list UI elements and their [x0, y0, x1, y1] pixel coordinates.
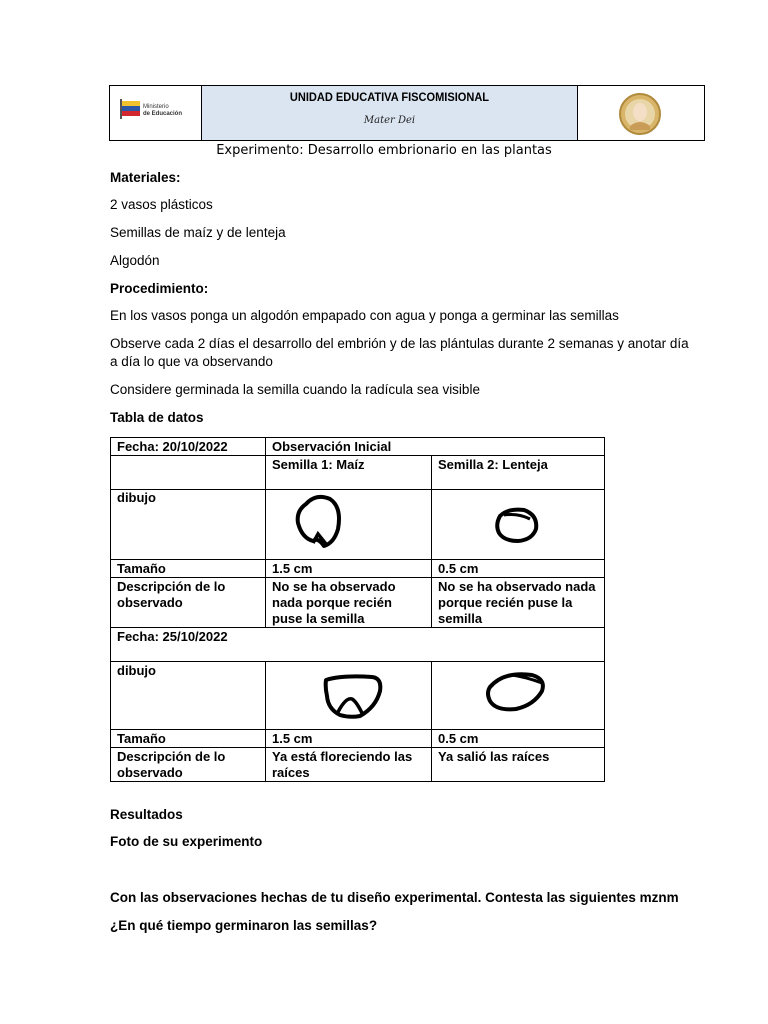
- description-label: Descripción de lo observado: [111, 748, 266, 782]
- procedure-step-continued: a día lo que va observando: [110, 354, 273, 369]
- corn-seed-drawing: [272, 491, 422, 555]
- table-heading: Tabla de datos: [110, 410, 204, 425]
- seed2-heading: Semilla 2: Lenteja: [432, 456, 605, 490]
- size-value: 0.5 cm: [432, 560, 605, 578]
- school-emblem-cell: [578, 86, 704, 140]
- size-label: Tamaño: [111, 560, 266, 578]
- table-row: [111, 578, 605, 628]
- table-row: [111, 490, 605, 560]
- size-value: 0.5 cm: [432, 730, 605, 748]
- procedure-step: Observe cada 2 días el desarrollo del embrión y de las plántulas durante 2 semanas y anotar día: [110, 336, 689, 351]
- materials-heading: Materiales:: [110, 170, 181, 185]
- institution-name: UNIDAD EDUCATIVA FISCOMISIONAL: [289, 90, 490, 104]
- description-value: Ya está floreciendo las raíces: [266, 748, 432, 782]
- size-value: 1.5 cm: [266, 730, 432, 748]
- material-item: Algodón: [110, 253, 160, 268]
- school-motto: Mater Dei: [363, 115, 416, 126]
- lentil-sprout-drawing: [438, 663, 598, 725]
- ministry-logo-cell: [110, 86, 202, 140]
- header-title-cell: [202, 86, 578, 140]
- page-title: Experimento: Desarrollo embrionario en las plantas: [216, 143, 552, 158]
- virgin-emblem-icon: [618, 92, 662, 136]
- date-cell: Fecha: 20/10/2022: [111, 438, 266, 456]
- drawing-cell: [432, 490, 605, 560]
- material-item: Semillas de maíz y de lenteja: [110, 225, 286, 240]
- ministry-logo-text: Ministerio de Educación: [143, 104, 183, 117]
- table-row: [111, 748, 605, 782]
- lentil-seed-drawing: [438, 491, 598, 555]
- procedure-step: Considere germinada la semilla cuando la radícula sea visible: [110, 382, 480, 397]
- size-label: Tamaño: [111, 730, 266, 748]
- question-text: ¿En qué tiempo germinaron las semillas?: [110, 918, 378, 933]
- procedure-step: En los vasos ponga un algodón empapado con agua y ponga a germinar las semillas: [110, 308, 619, 323]
- drawing-cell: [266, 490, 432, 560]
- drawing-label: dibujo: [111, 490, 266, 560]
- data-table: [110, 437, 605, 782]
- ministry-logo-icon: [118, 99, 142, 119]
- drawing-label: dibujo: [111, 662, 266, 730]
- table-row: [111, 560, 605, 578]
- table-row: [111, 730, 605, 748]
- seed1-heading: Semilla 1: Maíz: [266, 456, 432, 490]
- table-row: [111, 662, 605, 730]
- table-row: [111, 438, 605, 456]
- description-value: No se ha observado nada porque recién puse la semilla: [432, 578, 605, 628]
- header-table: [109, 85, 705, 141]
- procedure-heading: Procedimiento:: [110, 281, 209, 296]
- table-row: [111, 628, 605, 662]
- photo-label: Foto de su experimento: [110, 834, 263, 849]
- material-item: 2 vasos plásticos: [110, 197, 213, 212]
- description-label: Descripción de lo observado: [111, 578, 266, 628]
- date-cell: Fecha: 25/10/2022: [111, 628, 605, 662]
- corn-sprout-drawing: [272, 663, 422, 725]
- table-row: [111, 456, 605, 490]
- description-value: Ya salió las raíces: [432, 748, 605, 782]
- instructions-text: Con las observaciones hechas de tu diseño experimental. Contesta las siguientes mznm: [110, 890, 679, 905]
- description-value: No se ha observado nada porque recién puse la semilla: [266, 578, 432, 628]
- size-value: 1.5 cm: [266, 560, 432, 578]
- drawing-cell: [266, 662, 432, 730]
- observation-heading: Observación Inicial: [266, 438, 605, 456]
- drawing-cell: [432, 662, 605, 730]
- results-heading: Resultados: [110, 807, 183, 822]
